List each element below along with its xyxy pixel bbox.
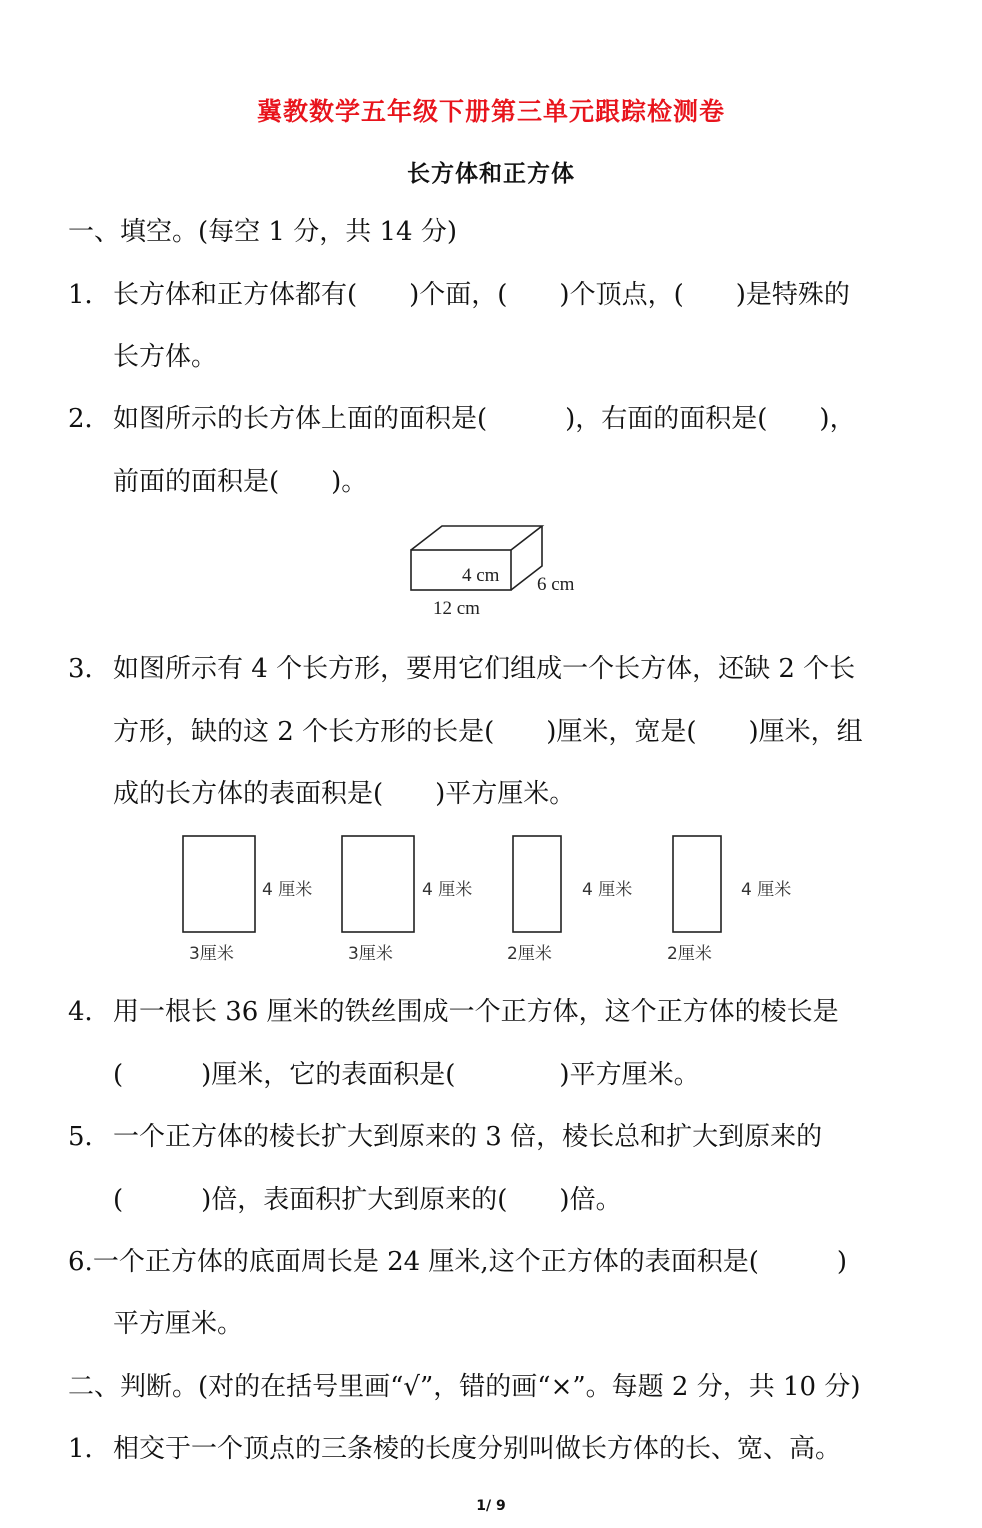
question-number: 1． <box>68 280 111 310</box>
question-3-line-2: 方形，缺的这 2 个长方形的长是( )厘米，宽是( )厘米，组 <box>113 717 863 747</box>
rectangle-2 <box>342 836 414 932</box>
cuboid-top-face <box>411 526 542 550</box>
rectangle-3-width-label: 2厘米 <box>507 944 552 964</box>
rectangle-1 <box>183 836 255 932</box>
rectangles-figure <box>170 828 830 968</box>
cuboid-figure <box>400 518 600 623</box>
rectangle-4-height-label: 4 厘米 <box>741 880 792 900</box>
question-1-line-2: 长方体。 <box>113 342 218 372</box>
rectangle-4 <box>673 836 721 932</box>
question-number: 4． <box>68 997 111 1027</box>
question-text: 一个正方体的底面周长是 24 厘米,这个正方体的表面积是( ) <box>92 1247 847 1277</box>
question-3-line-3: 成的长方体的表面积是( )平方厘米。 <box>113 779 576 809</box>
question-text: 一个正方体的棱长扩大到原来的 3 倍，棱长总和扩大到原来的 <box>113 1122 823 1152</box>
rectangle-1-height-label: 4 厘米 <box>262 880 313 900</box>
page-number: 1/ 9 <box>476 1498 506 1514</box>
question-2-line-2: 前面的面积是( )。 <box>113 467 368 497</box>
judgment-question-1 <box>68 1432 841 1466</box>
question-text: 相交于一个顶点的三条棱的长度分别叫做长方体的长、宽、高。 <box>113 1434 842 1464</box>
question-4-line-2: ( )厘米，它的表面积是( )平方厘米。 <box>113 1060 700 1090</box>
question-5-line-2: ( )倍，表面积扩大到原来的( )倍。 <box>113 1185 622 1215</box>
document-title: 冀教数学五年级下册第三单元跟踪检测卷 <box>256 97 725 126</box>
question-number: 2． <box>68 404 111 434</box>
question-number: 1． <box>68 1434 111 1464</box>
question-4-line-1 <box>68 995 839 1029</box>
section-2-heading: 二、判断。(对的在括号里画“√”，错的画“×”。每题 2 分，共 10 分) <box>68 1372 861 1402</box>
rectangle-1-width-label: 3厘米 <box>189 944 234 964</box>
rectangle-3-height-label: 4 厘米 <box>582 880 633 900</box>
question-number: 5． <box>68 1122 111 1152</box>
question-1-line-1 <box>68 278 850 312</box>
cuboid-length-label: 12 cm <box>433 598 480 619</box>
document-subtitle: 长方体和正方体 <box>407 161 575 187</box>
question-6-line-2: 平方厘米。 <box>113 1309 244 1339</box>
question-text: 用一根长 36 厘米的铁丝围成一个正方体，这个正方体的棱长是 <box>113 997 839 1027</box>
section-1-heading: 一、填空。(每空 1 分，共 14 分) <box>68 217 457 247</box>
cuboid-height-label: 4 cm <box>462 565 500 586</box>
question-3-line-1 <box>68 652 855 686</box>
question-5-line-1 <box>68 1120 822 1154</box>
question-text: 长方体和正方体都有( )个面，( )个顶点，( )是特殊的 <box>113 280 850 310</box>
rectangle-2-height-label: 4 厘米 <box>422 880 473 900</box>
rectangle-2-width-label: 3厘米 <box>348 944 393 964</box>
rectangle-3 <box>513 836 561 932</box>
question-text: 如图所示有 4 个长方形，要用它们组成一个长方体，还缺 2 个长 <box>113 654 856 684</box>
question-number: 6. <box>68 1247 93 1277</box>
rectangle-4-width-label: 2厘米 <box>667 944 712 964</box>
question-number: 3． <box>68 654 111 684</box>
question-2-line-1 <box>68 402 856 436</box>
question-text: 如图所示的长方体上面的面积是( )，右面的面积是( )， <box>113 404 856 434</box>
cuboid-depth-label: 6 cm <box>537 574 575 595</box>
question-6-line-1 <box>68 1245 847 1279</box>
